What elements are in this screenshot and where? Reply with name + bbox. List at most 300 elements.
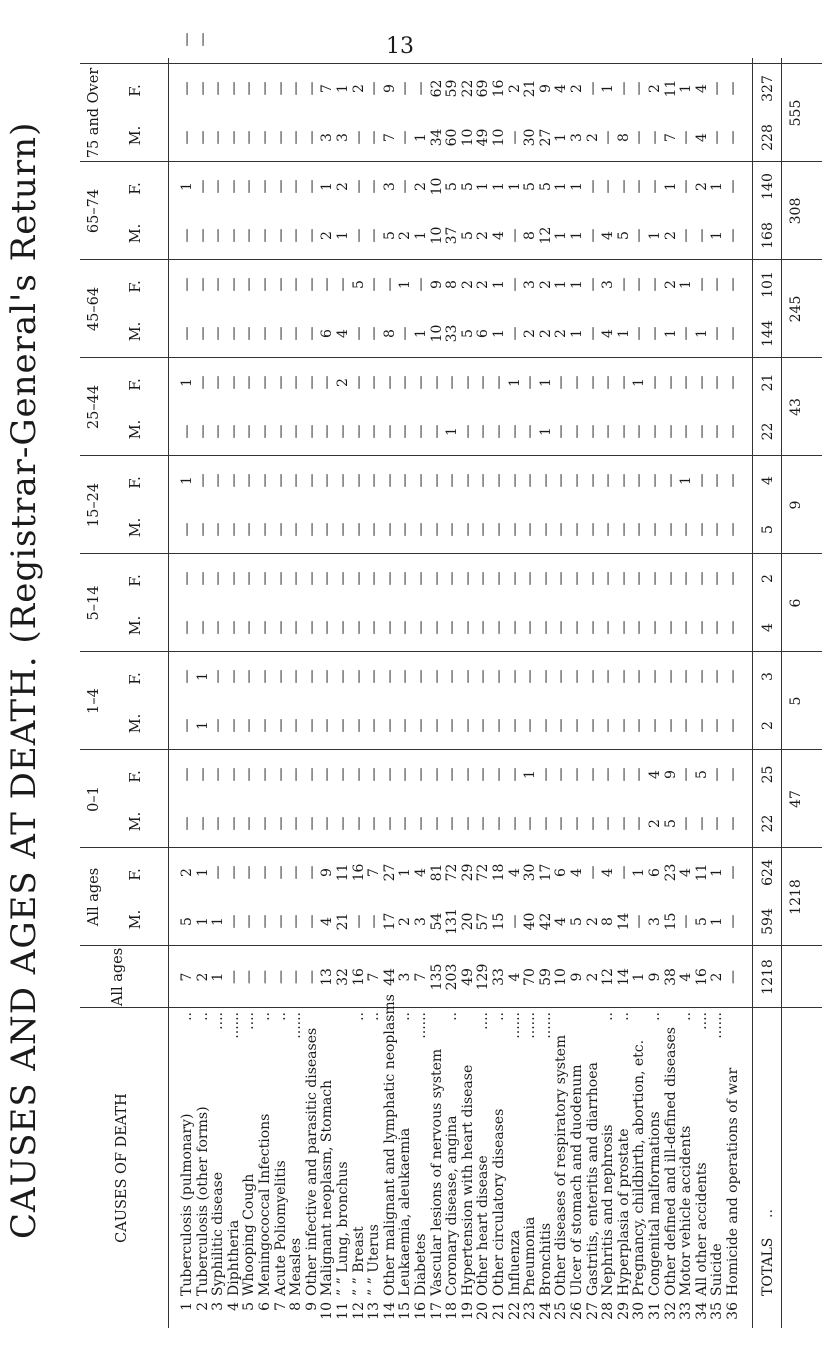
cell-value: — [725,375,741,390]
cause-dots: .. [647,1012,663,1021]
cell-value: — [335,718,351,733]
cell-value: 1 [194,917,211,926]
cause-name: Other infective and parasitic diseases [303,1027,320,1296]
row-number: 9 [303,1302,320,1311]
sex-label-f: F. [128,672,144,685]
table-row [179,32,196,1328]
cell-value: — [241,81,258,96]
cell-value: — [693,424,710,439]
cell-value: — [241,571,258,586]
cell-value: — [584,816,601,831]
cell-value: 2 [584,133,601,142]
cell-value: — [693,228,710,243]
totals-sex-value: 168 [759,222,776,249]
cell-value: — [615,81,632,96]
sex-label-f: F. [128,280,144,293]
cell-value: — [225,326,242,341]
cell-value: — [600,130,617,145]
cell-value: — [194,179,211,194]
cell-value: — [210,130,227,145]
side-title: CAUSES AND AGES AT DEATH. (Registrar-General's Return) [4,121,44,1239]
cell-value: — [350,718,367,733]
cell-value: — [381,424,398,439]
cell-all-ages: — [241,970,258,984]
cell-value: — [569,620,585,635]
cell-value: 2 [662,280,679,289]
cell-value: — [257,179,273,194]
totals-sex-value: 2 [759,721,776,730]
cell-value: — [584,277,601,292]
sex-label-f: F. [128,476,144,489]
cause-dots: ...... [537,1012,554,1039]
cause-dots [430,1012,444,1068]
header-age-group [80,358,168,456]
age-group-label: 75 and Over [86,67,102,159]
cell-value: 2 [350,84,367,93]
cell-value: — [662,620,679,635]
row-number: 5 [241,1302,258,1311]
cell-all-ages: 13 [319,968,336,986]
cell-value: 2 [506,84,523,93]
cell-value: — [678,228,695,243]
cell-value: 21 [522,79,539,98]
sex-labels [128,652,144,750]
cell-value: — [506,522,523,537]
cell-value: — [678,669,695,684]
cell-value: — [194,277,211,292]
sex-label-f: F. [128,84,144,97]
cause-name: Pregnancy, childbirth, abortion, etc. [631,1039,648,1296]
cell-value: — [615,669,632,684]
table-row [211,58,227,1328]
cause-dots: .... [241,1012,258,1030]
cell-value: — [257,81,273,96]
cell-value: 10 [428,324,445,343]
cell-value: — [631,81,648,96]
table-row [476,58,492,1328]
cell-value: — [615,816,632,831]
cause-name: Other diseases of respiratory system [553,1034,570,1296]
table-row [586,58,602,1328]
cell-value: — [506,620,523,635]
cell-value: 1 [662,329,679,338]
cell-value: 1 [678,84,695,93]
cell-value: — [709,424,726,439]
cell-value: 3 [381,182,398,191]
cell-all-ages: 32 [335,968,351,986]
cell-value: 16 [350,863,367,882]
cell-value: 8 [444,280,461,289]
cell-value: — [428,375,445,390]
cell-value: — [569,767,585,782]
row-number: 20 [475,1302,492,1320]
cell-value: — [288,375,305,390]
row-number: 15 [397,1302,414,1320]
cause-dots: .. [272,1012,289,1021]
cell-value: — [444,571,461,586]
cell-value: — [444,375,461,390]
cell-value: 5 [179,917,195,926]
cell-value: — [615,620,632,635]
cause-dots: .. [194,1012,211,1021]
cell-value: — [210,473,227,488]
cell-value: — [475,620,492,635]
cell-value: — [553,522,570,537]
totals-divider [781,58,782,1328]
cell-value: — [678,375,695,390]
sex-label-m: M. [128,419,144,440]
cell-value: — [428,816,445,831]
cause-name: Measles [288,1237,305,1296]
header-age-group [80,456,168,554]
cell-all-ages: 2 [584,972,601,982]
cell-value: — [709,718,726,733]
sex-label-f: F. [128,868,144,881]
cell-value: — [397,130,414,145]
cell-value: — [288,571,305,586]
cell-value: — [569,718,585,733]
cell-value: — [631,277,648,292]
cell-value: — [444,718,461,733]
row-number: 6 [257,1302,273,1311]
cell-value: — [506,277,523,292]
cause-name: Tuberculosis (pulmonary) [179,1113,195,1296]
cell-value: — [522,816,539,831]
cell-value: — [615,424,632,439]
cell-value: — [319,277,336,292]
cell-value: — [210,816,227,831]
table-row [664,58,680,1328]
cell-value: — [459,718,476,733]
cell-value: 18 [491,863,507,882]
cell-value: — [537,718,554,733]
cell-value: 1 [506,182,523,191]
cell-value: — [350,228,367,243]
cell-value: — [366,179,383,194]
cause-dots [305,1012,319,1068]
cell-value: — [600,424,617,439]
cell-all-ages: 7 [179,972,195,982]
cell-value: — [225,816,242,831]
cell-value: — [444,816,461,831]
cell-value: — [225,865,242,880]
totals-sex-value: 25 [759,765,776,784]
cell-value: — [350,767,367,782]
cell-value: — [584,522,601,537]
cell-value: 6 [475,329,492,338]
table-row [617,58,633,1328]
table-row [648,58,664,1328]
age-group-label: 1–4 [86,688,102,714]
age-group-label: 65–74 [86,188,102,234]
cell-value: — [225,130,242,145]
cell-value: — [366,718,383,733]
header-age-group [80,848,168,946]
cell-value: — [335,424,351,439]
cell-value: — [678,326,695,341]
cell-value: — [459,669,476,684]
cell-value: — [662,718,679,733]
cell-value: — [647,424,663,439]
totals-sex-value: 327 [759,75,776,102]
cell-value: — [288,228,305,243]
row-number: 10 [319,1302,336,1320]
cell-value: — [257,473,273,488]
header-age-group [80,162,168,260]
cause-dots: .. [600,1012,617,1021]
cell-value: — [506,473,523,488]
cell-value: — [303,522,320,537]
cell-value: — [303,718,320,733]
cell-value: — [210,277,227,292]
cell-value: 1 [491,329,507,338]
cell-value: — [257,767,273,782]
table-row [726,58,742,1328]
age-group-label: 15–24 [86,482,102,528]
cell-value: — [475,767,492,782]
cell-value: 131 [444,908,461,935]
header-age-group [80,652,168,750]
cell-value: — [553,620,570,635]
cause-dots: ...... [522,1012,539,1039]
cell-value: — [303,865,320,880]
cell-value: — [366,326,383,341]
cell-value: — [257,375,273,390]
cell-value: — [413,522,429,537]
cell-all-ages: 10 [553,968,570,986]
cell-value: — [553,718,570,733]
cell-value: — [366,571,383,586]
cell-all-ages: 2 [709,972,726,982]
cell-value: — [272,816,289,831]
cause-name: Other heart disease [475,1155,492,1296]
cell-value: — [397,424,414,439]
cell-value: 3 [600,280,617,289]
cell-value: — [366,228,383,243]
cause-name: Gastritis, enteritis and diarrhoea [584,1062,601,1296]
sex-labels [128,64,144,162]
cell-value: 27 [537,128,554,147]
cause-name: Hypertension with heart disease [459,1064,476,1296]
cell-value: — [647,130,663,145]
cell-value: — [522,718,539,733]
totals-sex-value: 4 [759,476,776,485]
cell-value: — [350,326,367,341]
cell-value: 1 [179,378,195,387]
cell-value: — [350,130,367,145]
cell-all-ages: 38 [662,968,679,986]
row-number: 1 [179,1302,195,1311]
cell-value: — [241,767,258,782]
cell-value: 1 [709,182,726,191]
cell-value: 3 [319,133,336,142]
cell-value: — [303,816,320,831]
table-row [679,58,695,1328]
cell-value: — [350,522,367,537]
cell-value: 5 [693,770,710,779]
cause-dots: .... [475,1012,492,1030]
cell-value: — [428,669,445,684]
cell-value: 1 [553,182,570,191]
cell-value: 54 [428,912,445,931]
cell-value: — [725,865,741,880]
cell-value: — [319,669,336,684]
cell-value: — [350,424,367,439]
cell-value: — [210,228,227,243]
cause-name: Leukaemia, aleukaemia [397,1127,414,1296]
cell-value: — [288,424,305,439]
cell-value: 2 [397,231,414,240]
cell-value: — [288,914,305,929]
cell-value: — [194,130,211,145]
cell-value: 4 [693,84,710,93]
cell-value: — [428,767,445,782]
cell-value: — [272,571,289,586]
cell-value: — [397,767,414,782]
cell-all-ages: — [257,970,273,984]
cell-value: — [725,914,741,929]
header-age-group [80,64,168,162]
table-row [289,58,305,1328]
cell-value: — [303,277,320,292]
cause-name: Acute Poliomyelitis [272,1160,289,1296]
cell-all-ages: 4 [678,972,695,982]
cell-value: — [272,277,289,292]
cell-value: — [241,522,258,537]
row-number: 14 [381,1302,398,1320]
cell-value: — [241,424,258,439]
cause-name: ” ” Lung, bronchus [335,1161,351,1296]
sex-label-m: M. [128,909,144,930]
cause-name: Other malignant and lymphatic neoplasms [381,994,398,1296]
cell-value: — [678,816,695,831]
row-number: 21 [491,1302,507,1320]
cell-all-ages: 4 [506,972,523,982]
cell-value: — [241,375,258,390]
totals-combined-value: 555 [787,99,804,127]
cell-value: — [725,179,741,194]
cell-value: — [491,767,507,782]
row-number: 23 [522,1302,539,1320]
cause-name: ” ” Breast [350,1226,367,1296]
cell-value: — [584,669,601,684]
cell-value: — [381,718,398,733]
cell-value: — [194,816,211,831]
age-group-label: 5–14 [86,585,102,621]
cause-dots: ...... [709,1012,726,1039]
cell-value: 10 [491,128,507,147]
cell-value: 1 [553,280,570,289]
cell-value: — [631,130,648,145]
cell-value: — [366,277,383,292]
cell-value: — [194,620,211,635]
cell-value: — [381,767,398,782]
cell-value: 4 [553,917,570,926]
cell-value: 11 [693,863,710,882]
cell-value: — [600,473,617,488]
cell-value: 15 [491,912,507,931]
cell-value: 6 [553,868,570,877]
cell-value: — [631,424,648,439]
cell-value: — [303,620,320,635]
cell-value: — [693,473,710,488]
cell-value: — [179,571,195,586]
cell-value: — [257,620,273,635]
cell-value: — [709,620,726,635]
cell-value: — [491,375,507,390]
cell-value: — [366,816,383,831]
row-number: 32 [662,1302,679,1320]
cell-value: — [413,718,429,733]
cell-value: — [272,375,289,390]
cell-value: — [225,669,242,684]
cell-value: 9 [319,868,336,877]
cell-value: — [381,816,398,831]
totals-dots: .. [759,1209,776,1218]
cell-value: — [662,473,679,488]
cell-value: 5 [537,182,554,191]
cell-value: — [241,179,258,194]
cell-value: 9 [428,280,445,289]
cell-value: 59 [444,79,461,98]
cell-value: — [225,620,242,635]
cell-value: — [350,179,367,194]
cell-value: — [397,473,414,488]
cell-value: — [615,767,632,782]
sex-label-m: M. [128,223,144,244]
cell-value: — [303,375,320,390]
sex-label-f: F. [128,378,144,391]
cell-value: 1 [709,917,726,926]
cell-value: — [444,620,461,635]
table-row [632,58,648,1328]
cell-value: — [475,571,492,586]
cell-value: — [272,669,289,684]
cell-value: — [615,865,632,880]
table-row [305,58,321,1328]
cell-value: — [537,620,554,635]
cell-value: 1 [678,476,695,485]
cell-value: 5 [459,329,476,338]
cell-value: — [475,522,492,537]
cell-value: — [413,375,429,390]
cell-value: — [475,375,492,390]
cause-dots [586,1012,600,1068]
cell-value: — [725,81,741,96]
cell-value: — [459,816,476,831]
cause-name: All other accidents [693,1162,710,1296]
cell-value: — [475,718,492,733]
cell-value: — [459,767,476,782]
cell-value: — [413,571,429,586]
cell-value: — [225,424,242,439]
row-number: 8 [288,1302,305,1311]
cell-value: 8 [381,329,398,338]
cell-value: — [257,816,273,831]
cause-name: Malignant neoplasm, Stomach [319,1079,336,1296]
cell-value: — [725,620,741,635]
totals-sex-value: 144 [759,320,776,347]
cell-value: — [241,228,258,243]
cell-value: — [288,767,305,782]
cause-dots [554,1012,568,1068]
cell-value: 4 [553,84,570,93]
cell-all-ages: 129 [475,963,492,991]
cell-value: — [678,522,695,537]
cell-value: — [600,669,617,684]
cell-value: — [303,914,320,929]
table-row [492,58,508,1328]
